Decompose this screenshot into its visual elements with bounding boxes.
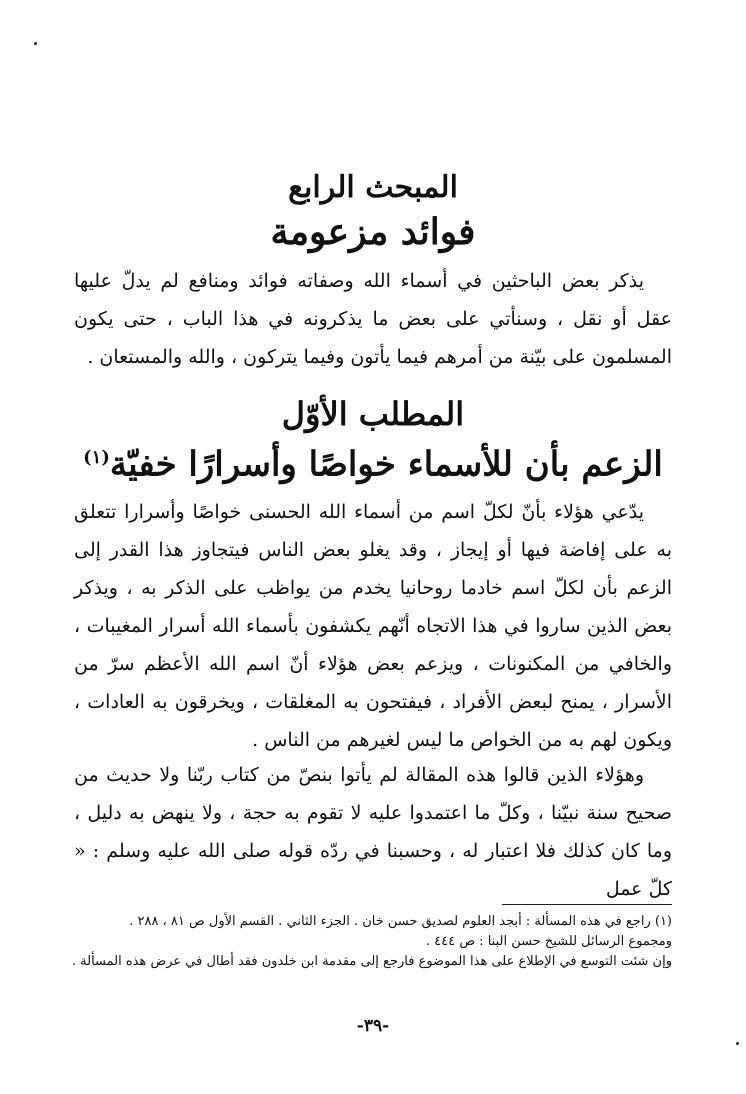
subsection-title [60, 434, 686, 488]
page-number: -٣٩- [356, 1016, 390, 1036]
scan-speck [34, 42, 37, 45]
section-title: فوائد مزعومة [270, 211, 476, 253]
body-paragraph: وهؤلاء الذين قالوا هذه المقالة لم يأتوا بنصّ من كتاب ربّنا ولا حديث من صحيح سنة نبيّنا ، وكلّ ما اعتمدوا عليه لا تقوم به حجة ، ولا ينهض به دليل ، وما كان كذلك فلا اعتبار له ، وحسبنا في ردّه قوله صلى الله عليه وسلم : « كلّ عمل [74, 764, 672, 900]
intro-paragraph: يذكر بعض الباحثين في أسماء الله وصفاته فوائد ومنافع لم يدلّ عليها عقل أو نقل ، وسنأتي على بعض ما يذكرونه في هذا الباب ، حتى يكون المسلمون على بيّنة من أمرهم فيما يأتون وفيما يتركون ، والله والمستعان . [74, 270, 672, 368]
footnote [66, 912, 672, 972]
section-heading: المبحث الرابع [288, 170, 458, 205]
body-paragraph: يدّعي هؤلاء بأنّ لكلّ اسم من أسماء الله الحسنى خواصًا وأسرارا تتعلق به على إفاضة فيها أو إيجاز ، وقد يغلو بعض الناس فيتجاوز هذا القدر إلى الزعم بأن لكلّ اسم خادما روحانيا يخدم من يواظب على الذكر به ، ويذكر بعض الذين ساروا في هذا الاتجاه أنّهم يكشفون بأسماء الله أسرار المغيبات ، والخافي من المكنونات ، ويزعم بعض هؤلاء أنّ اسم الله الأعظم سرّ من الأسرار ، يمنح لبعض الأفراد ، فيفتحون به المغلقات ، ويخرقون به العادات ، ويكون لهم به من الخواص ما ليس لغيرهم من الناس . [74, 501, 672, 751]
subsection-heading: المطلب الأوّل [281, 395, 465, 433]
scan-speck [736, 1042, 739, 1045]
footnote-divider [502, 904, 672, 905]
footnote-line: (١) راجع في هذه المسألة : أبجد العلوم لصديق حسن خان . الجزء الثاني . القسم الأول ص ٨١ ، ٢٨٨ . [129, 914, 672, 929]
footnote-marker: (١) [83, 447, 110, 468]
footnote-line: وإن شئت التوسع في الإطلاع على هذا الموضوع فارجع إلى مقدمة ابن خلدون فقد أطال في عرض هذه المسألة . [71, 954, 672, 969]
subsection-title-text: الزعم بأن للأسماء خواصًا وأسرارًا خفيّة [109, 444, 663, 485]
footnote-line: ومجموع الرسائل للشيخ حسن البنا : ص ٤٤٤ . [425, 934, 672, 949]
